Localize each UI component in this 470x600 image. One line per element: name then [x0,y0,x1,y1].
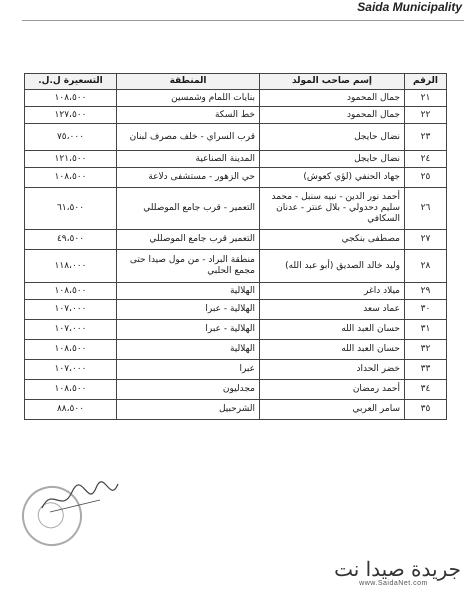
owner-name-cell: عماد سعد [260,300,405,320]
row-number-cell: ٣٢ [405,340,447,360]
area-cell: الهلالية - عبرا [117,320,260,340]
table-row [25,188,447,230]
column-header-owner-name: إسم صاحب المولد [260,74,405,90]
row-number-cell: ٢٨ [405,250,447,283]
area-cell: منطقة البراد - من مول صيدا حتى مجمع الحلبي [117,250,260,283]
row-number-cell: ٢٩ [405,283,447,300]
table-row [25,107,447,124]
price-cell: ١٢٧،٥٠٠ [25,107,117,124]
column-header-number: الرقم [405,74,447,90]
area-cell: الهلالية - عبرا [117,300,260,320]
table-row [25,124,447,151]
handwritten-signature [40,478,120,518]
area-cell: بنايات اللمام وشمسين [117,90,260,107]
price-cell: ١٠٨،٥٠٠ [25,340,117,360]
owner-name-cell: حسان العبد الله [260,340,405,360]
price-cell: ١٠٨،٥٠٠ [25,283,117,300]
row-number-cell: ٢١ [405,90,447,107]
area-cell: عبرا [117,360,260,380]
area-cell: التعمير قرب جامع الموصللي [117,230,260,250]
table-row [25,151,447,168]
price-cell: ١١٨،٠٠٠ [25,250,117,283]
row-number-cell: ٣١ [405,320,447,340]
row-number-cell: ٢٤ [405,151,447,168]
owner-name-cell: جمال المحمود [260,90,405,107]
generator-price-table [24,73,447,420]
owner-name-cell: أحمد رمضان [260,380,405,400]
price-cell: ١٠٧،٠٠٠ [25,300,117,320]
price-cell: ٦١،٥٠٠ [25,188,117,230]
table-row [25,300,447,320]
table-row [25,168,447,188]
owner-name-cell: نضال حايجل [260,124,405,151]
table-row [25,230,447,250]
area-cell: المدينة الصناعية [117,151,260,168]
price-cell: ١٠٨،٥٠٠ [25,380,117,400]
price-cell: ١٠٨،٥٠٠ [25,90,117,107]
table-row [25,250,447,283]
area-cell: الهلالية [117,340,260,360]
owner-name-cell: حسان العبد الله [260,320,405,340]
row-number-cell: ٢٢ [405,107,447,124]
row-number-cell: ٣٠ [405,300,447,320]
table-row [25,283,447,300]
price-cell: ٧٥،٠٠٠ [25,124,117,151]
table-row [25,380,447,400]
area-cell: الشرحبيل [117,400,260,420]
table-row [25,400,447,420]
row-number-cell: ٢٣ [405,124,447,151]
table-header-row [25,74,447,90]
row-number-cell: ٢٦ [405,188,447,230]
newspaper-watermark [326,558,461,587]
area-cell: قرب السراي - خلف مصرف لبنان [117,124,260,151]
column-header-area: المنطقة [117,74,260,90]
header-rule [22,20,464,21]
area-cell: الهلالية [117,283,260,300]
owner-name-cell: جمال المحمود [260,107,405,124]
area-cell: مجدليون [117,380,260,400]
price-cell: ١٢١،٥٠٠ [25,151,117,168]
area-cell: حي الزهور - مستشفى دلاعة [117,168,260,188]
page-header-title: Saida Municipality [357,0,462,14]
owner-name-cell: وليد خالد الصديق (أبو عبد الله) [260,250,405,283]
row-number-cell: ٣٣ [405,360,447,380]
area-cell: خط السكة [117,107,260,124]
row-number-cell: ٣٥ [405,400,447,420]
table-row [25,360,447,380]
row-number-cell: ٣٤ [405,380,447,400]
table-row [25,340,447,360]
price-cell: ١٠٧،٠٠٠ [25,360,117,380]
owner-name-cell: أحمد نور الدين - نبيه سنبل - محمد سليم دحدولي - بلال عنتر - عدنان السكافي [260,188,405,230]
owner-name-cell: نضال حايجل [260,151,405,168]
row-number-cell: ٢٧ [405,230,447,250]
price-cell: ١٠٧،٠٠٠ [25,320,117,340]
owner-name-cell: مصطفى بنكجي [260,230,405,250]
owner-name-cell: خضر الحداد [260,360,405,380]
row-number-cell: ٢٥ [405,168,447,188]
watermark-arabic-name: جريدة صيدا نت [334,557,461,581]
price-cell: ١٠٨،٥٠٠ [25,168,117,188]
table-row [25,90,447,107]
column-header-price: التسعيرة ل.ل. [25,74,117,90]
owner-name-cell: سامر العربي [260,400,405,420]
price-cell: ٨٨،٥٠٠ [25,400,117,420]
price-cell: ٤٩،٥٠٠ [25,230,117,250]
owner-name-cell: جهاد الحنفي (لؤي كعوش) [260,168,405,188]
owner-name-cell: ميلاد داغر [260,283,405,300]
watermark-url: www.SaidaNet.com [359,580,428,587]
table-row [25,320,447,340]
area-cell: التعمير - قرب جامع الموصللي [117,188,260,230]
